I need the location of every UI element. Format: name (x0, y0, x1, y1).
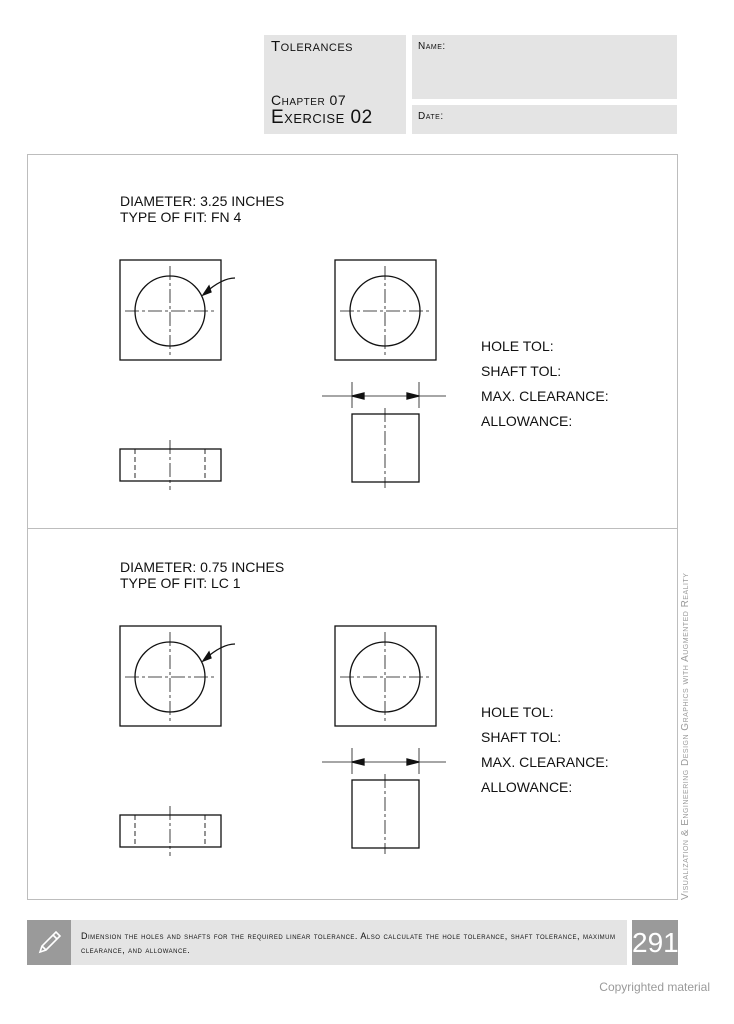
max-clearance-field[interactable]: MAX. CLEARANCE: (481, 388, 609, 404)
hole-tol-field[interactable]: HOLE TOL: (481, 704, 554, 720)
problem-2-fit: TYPE OF FIT: LC 1 (120, 575, 241, 591)
page-number: 291 (632, 920, 678, 965)
shaft-side-view (352, 780, 419, 848)
instruction-text: Dimension the holes and shafts for the required linear tolerance. Also calculate the hole tolerance, shaft tolerance, maximum clearance, and allowance. (81, 931, 616, 955)
book-title-sidebar: Visualization & Engineering Design Graphics with Augmented Reality (680, 572, 691, 900)
problem-2-spec (120, 559, 284, 591)
problem-2-diameter: DIAMETER: 0.75 INCHES (120, 559, 285, 575)
chapter-label: Chapter 07 (271, 92, 347, 108)
problem-1-diameter: DIAMETER: 3.25 INCHES (120, 193, 285, 209)
max-clearance-field[interactable]: MAX. CLEARANCE: (481, 754, 609, 770)
date-field[interactable] (412, 105, 677, 134)
name-label: Name: (418, 41, 446, 52)
problem-1-answers (481, 338, 609, 438)
copyright-notice: Copyrighted material (599, 980, 710, 994)
leader-arrowhead (203, 652, 211, 661)
leader-arrowhead (203, 286, 211, 295)
hole-tol-field[interactable]: HOLE TOL: (481, 338, 554, 354)
instruction-bar (27, 920, 627, 965)
problem-1-spec (120, 193, 284, 225)
shaft-tol-field[interactable]: SHAFT TOL: (481, 363, 562, 379)
allowance-field[interactable]: ALLOWANCE: (481, 413, 573, 429)
problem-1-fit: TYPE OF FIT: FN 4 (120, 209, 242, 225)
shaft-tol-field[interactable]: SHAFT TOL: (481, 729, 562, 745)
problem-2-answers (481, 704, 609, 804)
date-label: Date: (418, 111, 444, 122)
exercise-label: Exercise 02 (271, 107, 373, 128)
pencil-icon (27, 920, 71, 965)
topic-title: Tolerances (271, 38, 354, 55)
allowance-field[interactable]: ALLOWANCE: (481, 779, 573, 795)
exercise-title-box (264, 35, 406, 134)
name-field[interactable] (412, 35, 677, 99)
shaft-side-view (352, 414, 419, 482)
